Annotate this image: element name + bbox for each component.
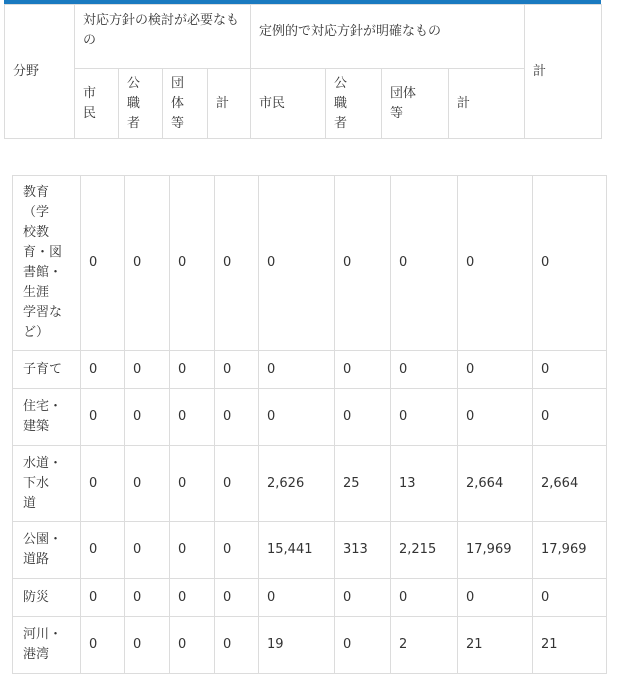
- row-field-label-line: 公園・: [23, 532, 63, 547]
- row-value: 0: [399, 361, 408, 377]
- row-value: 0: [178, 542, 187, 557]
- row-field-label-line: 生涯: [23, 285, 50, 300]
- row-value-cell: [335, 351, 391, 389]
- row-value: 0: [178, 475, 187, 491]
- row-value: 0: [178, 589, 187, 605]
- row-value: 0: [178, 361, 187, 377]
- row-value-cell: [391, 446, 458, 522]
- row-value: 2,664: [466, 475, 504, 491]
- row-value-cell: [170, 176, 215, 351]
- row-value: 0: [267, 409, 276, 424]
- row-value: 21: [541, 637, 558, 652]
- row-value: 0: [267, 361, 276, 377]
- table-header: [4, 4, 602, 139]
- data-table-body: [13, 176, 607, 674]
- row-value-cell: [81, 176, 125, 351]
- header-staff-label: 公職者: [334, 75, 348, 131]
- row-value: 17,969: [466, 542, 512, 557]
- row-value: 0: [178, 409, 187, 424]
- row-field-label-line: ど）: [23, 325, 50, 340]
- row-value-cell: [125, 176, 170, 351]
- row-value: 0: [89, 589, 98, 605]
- row-value-cell: [215, 446, 259, 522]
- row-value-cell: [81, 351, 125, 389]
- row-field-label-line: 学習な: [23, 305, 63, 320]
- row-value: 0: [343, 361, 352, 377]
- row-field-label-line: 子育て: [23, 361, 63, 377]
- row-value-cell: [335, 446, 391, 522]
- row-field-label-line: （学: [23, 205, 50, 220]
- row-value-cell: [335, 389, 391, 446]
- row-field-label-line: 建築: [23, 419, 50, 434]
- row-value-cell: [533, 446, 607, 522]
- row-value: 0: [133, 589, 142, 605]
- row-value-cell: [391, 351, 458, 389]
- row-value-cell: [81, 617, 125, 674]
- row-field-label-line: 道: [23, 495, 37, 511]
- header-citizen-short: [75, 69, 119, 139]
- row-value-cell: [170, 351, 215, 389]
- row-value-cell: [81, 579, 125, 617]
- header-citizen-label: 市民: [259, 95, 286, 111]
- header-org: [382, 69, 449, 139]
- row-value: 0: [343, 637, 352, 652]
- row-value: 15,441: [267, 542, 313, 557]
- row-value: 0: [343, 589, 352, 605]
- row-value-cell: [125, 351, 170, 389]
- row-value: 0: [466, 589, 475, 605]
- row-value: 0: [223, 409, 232, 424]
- row-value: 0: [399, 255, 408, 270]
- row-value: 313: [343, 542, 368, 557]
- header-org-short: [163, 69, 208, 139]
- row-value: 0: [89, 637, 98, 652]
- header-citizen-short-label: 市民: [83, 85, 97, 121]
- row-field-cell: [13, 351, 81, 389]
- row-value: 2: [399, 637, 408, 652]
- header-sum-short-label: 計: [216, 95, 230, 111]
- row-value-cell: [335, 176, 391, 351]
- header-group-clear: [251, 5, 525, 69]
- row-value: 0: [133, 255, 142, 270]
- row-value-cell: [170, 579, 215, 617]
- header-sum: [449, 69, 525, 139]
- row-value-cell: [458, 617, 533, 674]
- row-field-label-line: 書館・: [23, 265, 63, 280]
- header-group-needs-study-label: 対応方針の検討が必要なもの: [83, 13, 240, 48]
- row-field-cell: [13, 579, 81, 617]
- row-value: 0: [466, 361, 475, 377]
- table-row: [13, 351, 607, 389]
- table-row: [13, 446, 607, 522]
- row-value: 0: [223, 589, 232, 605]
- row-field-label-line: 防災: [23, 589, 50, 605]
- row-value: 0: [89, 409, 98, 424]
- row-value: 0: [133, 475, 142, 491]
- row-value: 0: [466, 409, 475, 424]
- row-value: 0: [89, 475, 98, 491]
- row-value-cell: [215, 389, 259, 446]
- row-value-cell: [335, 579, 391, 617]
- row-value: 0: [541, 589, 550, 605]
- row-value: 2,626: [267, 475, 305, 491]
- row-value-cell: [391, 617, 458, 674]
- row-value-cell: [215, 617, 259, 674]
- header-staff-short: [119, 69, 163, 139]
- row-value: 19: [267, 637, 284, 652]
- table-row: [13, 389, 607, 446]
- row-field-cell: [13, 522, 81, 579]
- row-value: 0: [133, 542, 142, 557]
- row-value: 17,969: [541, 542, 587, 557]
- row-value-cell: [170, 446, 215, 522]
- row-field-label-line: 道路: [23, 552, 50, 567]
- row-field-cell: [13, 176, 81, 351]
- row-field-label-line: 水道・: [23, 455, 63, 471]
- table-row: [13, 617, 607, 674]
- row-value: 13: [399, 475, 416, 491]
- row-value: 0: [89, 542, 98, 557]
- row-value-cell: [215, 351, 259, 389]
- row-value: 2,215: [399, 542, 437, 557]
- row-value-cell: [458, 351, 533, 389]
- row-value-cell: [458, 446, 533, 522]
- row-value-cell: [335, 522, 391, 579]
- row-value-cell: [170, 617, 215, 674]
- row-value: 0: [223, 255, 232, 270]
- row-field-label-line: 港湾: [23, 647, 50, 662]
- row-value-cell: [458, 389, 533, 446]
- header-citizen: [251, 69, 326, 139]
- row-value-cell: [533, 176, 607, 351]
- row-value-cell: [391, 522, 458, 579]
- row-field-label-line: 下水: [23, 475, 50, 491]
- row-field-label-line: 校教: [23, 225, 50, 240]
- header-field: [5, 5, 75, 139]
- row-value: 21: [466, 637, 483, 652]
- header-sum-short: [208, 69, 251, 139]
- header-group-clear-label: 定例的で対応方針が明確なもの: [259, 24, 442, 39]
- row-value-cell: [215, 579, 259, 617]
- table-row: [13, 579, 607, 617]
- table-row: [13, 522, 607, 579]
- row-value-cell: [81, 522, 125, 579]
- row-value-cell: [170, 522, 215, 579]
- row-value-cell: [458, 579, 533, 617]
- row-value-cell: [125, 446, 170, 522]
- row-value-cell: [533, 617, 607, 674]
- header-group-needs-study: [75, 5, 251, 69]
- row-value-cell: [259, 176, 335, 351]
- row-value: 0: [133, 409, 142, 424]
- row-value: 0: [267, 255, 276, 270]
- row-value-cell: [533, 522, 607, 579]
- header-staff-short-label: 公職者: [127, 75, 141, 131]
- row-field-cell: [13, 389, 81, 446]
- row-value-cell: [533, 579, 607, 617]
- row-value-cell: [170, 389, 215, 446]
- header-total: [525, 5, 602, 139]
- row-field-label-line: 住宅・: [23, 399, 63, 414]
- row-value-cell: [259, 351, 335, 389]
- data-table: [12, 175, 607, 674]
- header-field-label: 分野: [13, 63, 40, 79]
- row-value: 0: [89, 255, 98, 270]
- row-value-cell: [391, 389, 458, 446]
- row-value-cell: [533, 389, 607, 446]
- header-sum-label: 計: [457, 95, 471, 111]
- row-field-label-line: 教育: [23, 185, 50, 200]
- row-field-cell: [13, 617, 81, 674]
- row-value: 0: [223, 637, 232, 652]
- header-org-short-label: 団体等: [171, 75, 185, 131]
- row-value: 2,664: [541, 475, 579, 491]
- row-value-cell: [391, 176, 458, 351]
- row-value: 25: [343, 475, 360, 491]
- row-value-cell: [81, 389, 125, 446]
- row-value-cell: [458, 522, 533, 579]
- row-value: 0: [178, 255, 187, 270]
- row-value: 0: [223, 361, 232, 377]
- row-value-cell: [125, 579, 170, 617]
- row-field-label-line: 育・図: [23, 245, 63, 260]
- row-value: 0: [133, 361, 142, 377]
- row-value: 0: [89, 361, 98, 377]
- row-field-label-line: 河川・: [23, 627, 63, 642]
- row-value: 0: [399, 409, 408, 424]
- row-value: 0: [133, 637, 142, 652]
- row-value: 0: [343, 255, 352, 270]
- table-row: [13, 176, 607, 351]
- row-value-cell: [391, 579, 458, 617]
- row-value: 0: [541, 361, 550, 377]
- row-value-cell: [259, 579, 335, 617]
- row-value-cell: [458, 176, 533, 351]
- row-value: 0: [223, 475, 232, 491]
- row-value-cell: [335, 617, 391, 674]
- row-value: 0: [541, 409, 550, 424]
- row-value: 0: [399, 589, 408, 605]
- row-value: 0: [178, 637, 187, 652]
- header-org-label: 団体等: [390, 85, 417, 121]
- row-value-cell: [125, 617, 170, 674]
- row-value-cell: [125, 389, 170, 446]
- row-value-cell: [259, 446, 335, 522]
- row-field-cell: [13, 446, 81, 522]
- row-value: 0: [267, 589, 276, 605]
- row-value-cell: [259, 522, 335, 579]
- row-value-cell: [259, 389, 335, 446]
- row-value-cell: [259, 617, 335, 674]
- row-value-cell: [81, 446, 125, 522]
- row-value-cell: [125, 522, 170, 579]
- row-value: 0: [223, 542, 232, 557]
- header-total-label: 計: [533, 63, 547, 79]
- row-value-cell: [215, 176, 259, 351]
- row-value: 0: [466, 255, 475, 270]
- header-staff: [326, 69, 382, 139]
- row-value-cell: [215, 522, 259, 579]
- row-value: 0: [343, 409, 352, 424]
- row-value: 0: [541, 255, 550, 270]
- row-value-cell: [533, 351, 607, 389]
